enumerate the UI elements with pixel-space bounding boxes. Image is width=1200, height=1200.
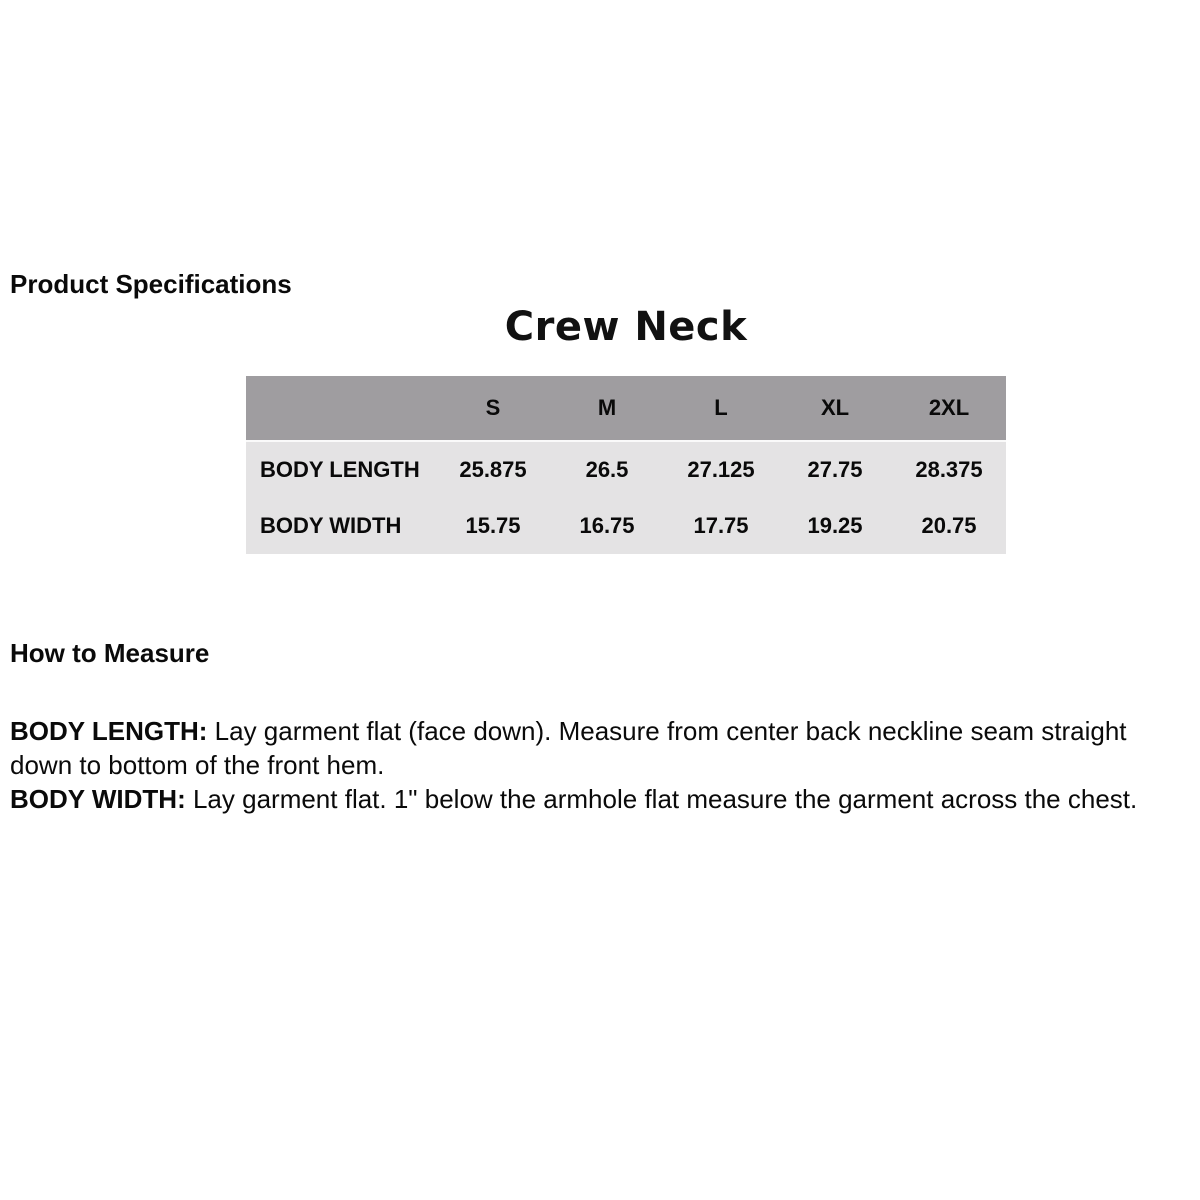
garment-style-title: Crew Neck (504, 304, 748, 350)
body-width-value-l: 17.75 (693, 513, 749, 538)
row-label-body-length: BODY LENGTH (260, 457, 420, 482)
table-row-body-length (246, 442, 1006, 498)
how-to-measure-heading: How to Measure (10, 638, 210, 668)
table-row-body-width (246, 498, 1006, 554)
size-chart-table (246, 376, 1006, 554)
body-length-value-s: 25.875 (459, 457, 527, 482)
size-column-header-m: M (597, 395, 617, 420)
body-width-instruction (10, 782, 1160, 816)
body-width-value-s: 15.75 (465, 513, 521, 538)
row-label-body-width: BODY WIDTH (260, 513, 402, 538)
size-column-header-xl: XL (820, 395, 850, 420)
body-length-value-2xl: 28.375 (915, 457, 983, 482)
size-table-body (246, 442, 1006, 554)
size-column-header-l: L (714, 395, 728, 420)
measuring-instructions (10, 714, 1160, 816)
body-width-instruction-label: BODY WIDTH: (10, 784, 186, 814)
body-width-instruction-text: Lay garment flat. 1" below the armhole flat measure the garment across the chest. (192, 784, 1138, 814)
size-column-header-s: S (485, 395, 501, 420)
size-table-header-row (246, 376, 1006, 440)
body-length-instruction-label: BODY LENGTH: (10, 716, 208, 746)
body-length-instruction-text: Lay garment flat (face down). Measure from center back neckline seam straight down to bottom of the front hem. (10, 716, 1127, 780)
product-specifications-heading: Product Specifications (10, 269, 292, 299)
body-length-value-m: 26.5 (585, 457, 629, 482)
body-length-value-l: 27.125 (687, 457, 755, 482)
body-length-value-xl: 27.75 (807, 457, 863, 482)
body-length-instruction (10, 714, 1160, 782)
body-width-value-2xl: 20.75 (921, 513, 977, 538)
body-width-value-m: 16.75 (579, 513, 635, 538)
body-width-value-xl: 19.25 (807, 513, 863, 538)
size-column-header-2xl: 2XL (928, 395, 970, 420)
